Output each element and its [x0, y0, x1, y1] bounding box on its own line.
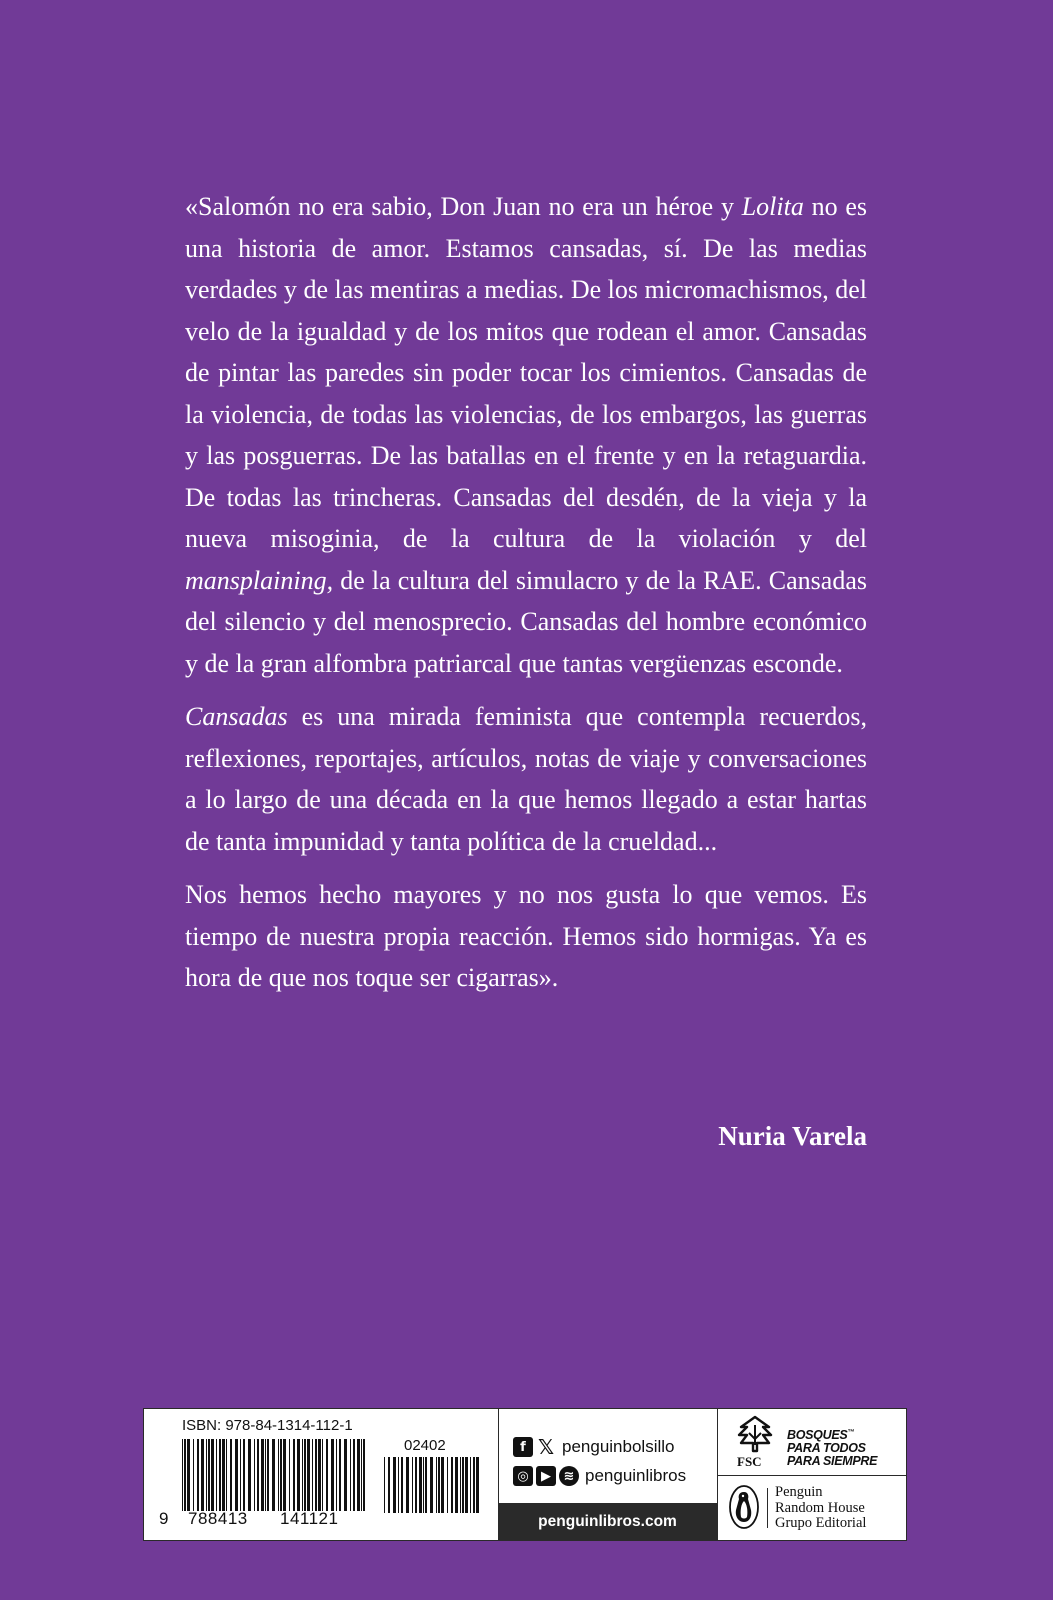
back-cover-blurb [185, 186, 867, 999]
barcode-bar [384, 1457, 385, 1513]
italic-text: Lolita [741, 192, 804, 221]
italic-text: Cansadas [185, 702, 288, 731]
social-row-bolsillo [513, 1437, 674, 1457]
barcode-bar [447, 1457, 448, 1513]
blurb-paragraph [185, 696, 867, 862]
barcode-bar [353, 1439, 355, 1511]
barcode-bar [326, 1439, 328, 1511]
info-box [143, 1408, 907, 1541]
barcode-bar [187, 1439, 190, 1511]
barcode-bar [254, 1439, 255, 1511]
addon-code: 02402 [404, 1437, 446, 1454]
barcode-bar [307, 1439, 310, 1511]
fsc-tree-icon [733, 1415, 777, 1455]
logo-panel [717, 1409, 906, 1540]
social-handle[interactable]: penguinlibros [585, 1466, 687, 1485]
isbn-label: ISBN: 978-84-1314-112-1 [182, 1417, 353, 1434]
barcode-bar [388, 1457, 390, 1513]
barcode-bar [462, 1457, 464, 1513]
barcode-bar [267, 1439, 269, 1511]
text-run: Nos hemos hecho mayores y no nos gusta lo que vemos. Es tiempo de nuestra propia reacción. Hemos sido hormigas. Ya es hora de que nos toque ser cigarras». [185, 880, 867, 992]
barcode-bar [265, 1439, 266, 1511]
barcode-bar [476, 1457, 479, 1513]
blurb-paragraph [185, 874, 867, 999]
facebook-icon[interactable]: f [513, 1437, 533, 1457]
barcode-bar [406, 1457, 409, 1513]
barcode-bar [412, 1457, 413, 1513]
fsc-label: FSC [737, 1454, 762, 1469]
barcode-bar [206, 1439, 207, 1511]
barcode-bar [219, 1439, 221, 1511]
barcode-bar [201, 1439, 204, 1511]
barcode-bar [272, 1439, 275, 1511]
barcode-bar [211, 1439, 214, 1511]
barcode-bar [197, 1439, 199, 1511]
barcode-bar [460, 1457, 461, 1513]
barcode-bar [423, 1457, 424, 1513]
barcode-bar [401, 1457, 403, 1513]
barcode-bar [350, 1439, 351, 1511]
youtube-icon[interactable]: ▶ [536, 1466, 556, 1486]
barcode-bar [208, 1439, 210, 1511]
barcode-bar [425, 1457, 427, 1513]
barcode-bar [441, 1457, 444, 1513]
barcode-bar [184, 1439, 186, 1511]
instagram-icon[interactable]: ◎ [513, 1466, 533, 1486]
barcode-bar [419, 1457, 422, 1513]
barcode-bar [363, 1439, 365, 1511]
barcode-bar [473, 1457, 475, 1513]
ean-first-digit: 9 [159, 1509, 169, 1528]
text-run: es una mirada feminista que contempla recuerdos, reflexiones, reportajes, artículos, notas de viaje y conversaciones a lo largo de una década en la que hemos llegado a estar hartas de tanta impunidad y tanta política de la crueldad... [185, 702, 867, 856]
text-run: «Salomón no era sabio, Don Juan no era un héroe y [185, 192, 742, 221]
blurb-paragraph [185, 186, 867, 684]
barcode-bar [398, 1457, 399, 1513]
penguin-icon [728, 1484, 760, 1530]
barcode-bar [261, 1439, 264, 1511]
spotify-icon[interactable]: ≋ [559, 1466, 579, 1486]
barcode-bar [216, 1439, 217, 1511]
addon-barcode [384, 1457, 479, 1513]
barcode-bar [248, 1439, 251, 1511]
barcode-bar [283, 1439, 286, 1511]
barcode-bar [430, 1457, 433, 1513]
barcode-bar [451, 1457, 453, 1513]
barcode-bar [465, 1457, 468, 1513]
barcode-bar [226, 1439, 227, 1511]
barcode-bar [182, 1439, 183, 1511]
barcode-bar [455, 1457, 458, 1513]
barcode-bar [280, 1439, 282, 1511]
barcode-bar [336, 1439, 337, 1511]
barcode-bar [302, 1439, 303, 1511]
ean-right-digits: 141121 [280, 1509, 339, 1528]
italic-text: mansplaining, [185, 565, 334, 595]
barcode-bar [361, 1439, 362, 1511]
barcode-bar [257, 1439, 259, 1511]
barcode-bar [293, 1439, 295, 1511]
barcode-bar [289, 1439, 290, 1511]
barcode-bar [235, 1439, 238, 1511]
barcode-bar [339, 1439, 341, 1511]
publisher-name: Penguin Random House Grupo Editorial [775, 1484, 867, 1531]
social-handle[interactable]: penguinbolsillo [562, 1437, 675, 1456]
barcode-bar [222, 1439, 225, 1511]
author-signature: Nuria Varela [718, 1121, 867, 1151]
barcode-bar [331, 1439, 334, 1511]
barcode-bar [470, 1457, 471, 1513]
barcode-bar [318, 1439, 321, 1511]
ean-left-digits: 788413 [188, 1509, 248, 1528]
barcode-bar [193, 1439, 194, 1511]
barcode-bar [297, 1439, 300, 1511]
barcode-bar [312, 1439, 313, 1511]
social-panel [498, 1409, 718, 1540]
barcode-bar [415, 1457, 417, 1513]
barcode-bar [243, 1439, 245, 1511]
barcode-bar [357, 1439, 360, 1511]
social-row-libros [513, 1466, 686, 1486]
ean-barcode [182, 1439, 367, 1511]
barcode-panel [144, 1409, 499, 1540]
barcode-bar [304, 1439, 306, 1511]
barcode-bar [230, 1439, 232, 1511]
barcode-bar [240, 1439, 241, 1511]
text-run: no es una historia de amor. Estamos cansadas, sí. De las medias verdades y de las mentiras a medias. De los micromachismos, del velo de la igualdad y de los mitos que rodean el amor. Cansadas de pintar las paredes sin poder tocar los cimientos. Cansadas de la violencia, de todas las violencias, de los embargos, las guerras y las posguerras. De las batallas en el frente y en la retaguardia. De todas las trincheras. Cansadas del desdén, de la vieja y la nueva misoginia, de la cultura de la violación y del [185, 192, 867, 553]
barcode-bar [315, 1439, 317, 1511]
barcode-bar [322, 1439, 323, 1511]
x-icon[interactable]: 𝕏 [537, 1435, 555, 1459]
barcode-bar [436, 1457, 437, 1513]
barcode-bar [278, 1439, 279, 1511]
barcode-bar [438, 1457, 440, 1513]
publisher-divider [767, 1488, 768, 1528]
text-run: de la cultura del simulacro y de la RAE. Cansadas del silencio y del menosprecio. Cansadas del hombre económico y de la gran alfombra patriarcal que tantas vergüenzas esconde. [185, 565, 867, 678]
barcode-bar [393, 1457, 396, 1513]
barcode-bar [344, 1439, 347, 1511]
fsc-slogan: BOSQUES™ PARA TODOS PARA SIEMPRE [787, 1428, 878, 1469]
publisher-logo [717, 1476, 906, 1540]
fsc-badge [717, 1409, 906, 1476]
website-link[interactable]: penguinlibros.com [498, 1503, 717, 1540]
